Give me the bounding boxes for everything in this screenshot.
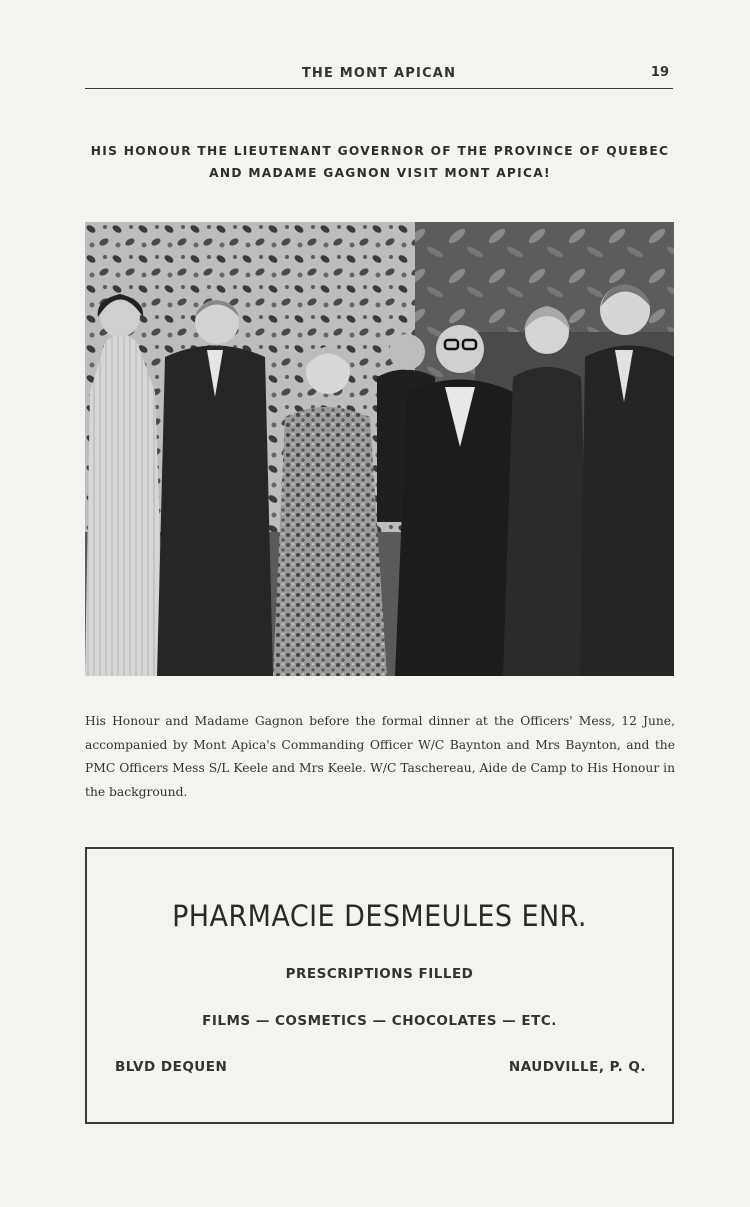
photo-caption: His Honour and Madame Gagnon before the formal dinner at the Officers' Mess, 12 June, accompanied by Mont Apica's Commanding Officer W/C Baynton and Mrs Baynton, and the PMC Officers Mess S/L Keele and Mrs Keele. W/C Taschereau, Aide de Camp to His Honour in the background. (85, 714, 675, 799)
group-photograph (85, 222, 674, 676)
headline-line-1: HIS HONOUR THE LIEUTENANT GOVERNOR OF THE PROVINCE OF QUEBEC (90, 144, 670, 158)
ad-business-name: PHARMACIE DESMEULES ENR. (172, 899, 587, 933)
ad-subtitle: PRESCRIPTIONS FILLED (285, 966, 474, 982)
running-header (85, 62, 673, 89)
ad-products: FILMS — COSMETICS — CHOCOLATES — ETC. (202, 1013, 557, 1029)
page-number: 19 (650, 65, 669, 80)
ad-city: NAUDVILLE, P. Q. (508, 1059, 646, 1075)
journal-title: THE MONT APICAN (301, 66, 457, 81)
article-headline (85, 140, 675, 184)
pharmacy-advertisement (85, 847, 674, 1124)
ad-address: BLVD DEQUEN (115, 1059, 228, 1075)
headline-line-2: AND MADAME GAGNON VISIT MONT APICA! (209, 166, 551, 180)
